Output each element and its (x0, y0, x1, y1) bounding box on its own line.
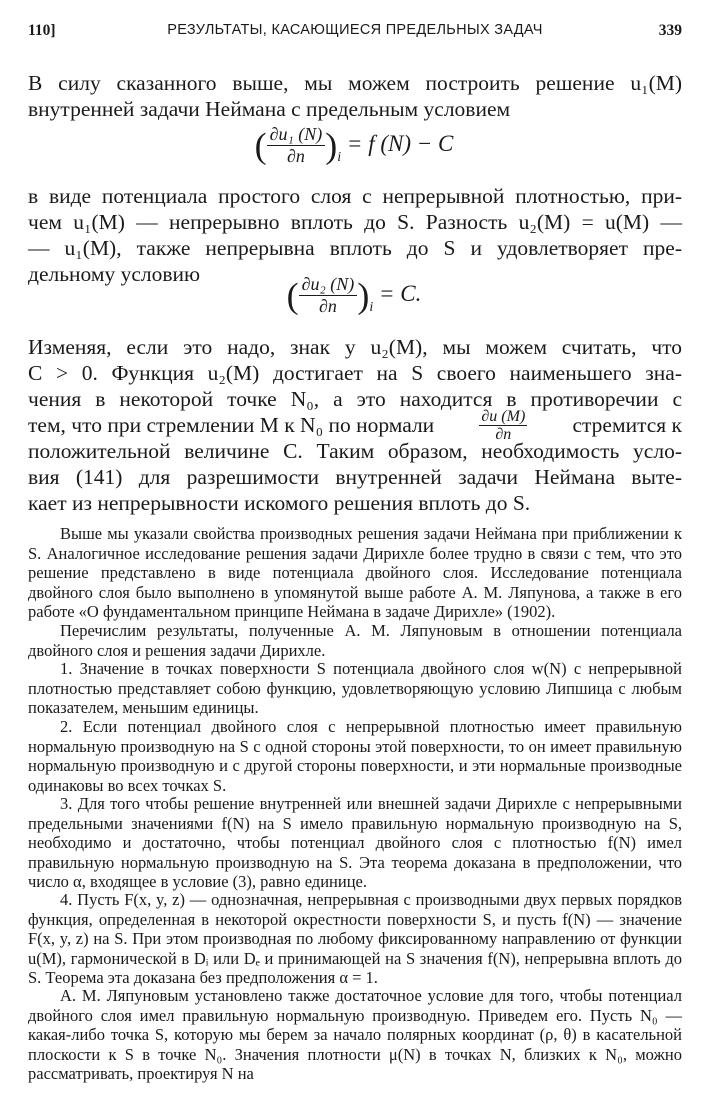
text-line: положительной величине C. Таким образом, необходимость усло- (28, 439, 682, 463)
text-line: в виде потенциала простого слоя с непрерывной плотностью, при- (28, 184, 682, 208)
eq1-numerator: ∂u₁ (N) (267, 124, 326, 146)
text-line: В силу сказанного выше, мы можем построить решение u₁(M) (28, 71, 682, 95)
eq1-subscript: i (337, 149, 342, 165)
eq2-numerator: ∂u₂ (N) (299, 274, 358, 296)
text-line: внутренней задачи Неймана с предельным условием (28, 97, 511, 121)
running-header (28, 22, 682, 46)
text-line: Изменяя, если это надо, знак у u₂(M), мы можем считать, что (28, 335, 682, 359)
eq2-denominator: ∂n (319, 296, 337, 316)
eq2-subscript: i (369, 299, 374, 315)
list-item-3: 3. Для того чтобы решение внутренней или внешней задачи Дирихле с непрерывными предельными значениями f(N) на S имело правильную нормальную производную на S, необходимо и достаточно, чтобы потенциал двойного слоя с плотностью f(N) имел правильную нормальную производную на S. Эта теорема доказана в предположении, что число α, входящее в условие (3), равно единице. (28, 794, 682, 891)
list-item-1: 1. Значение в точках поверхности S потенциала двойного слоя w(N) с непрерывной плотностью представляет собою функцию, удовлетворяющую условию Липшица с любым показателем, меньшим единицы. (28, 659, 682, 717)
text-line: чения в некоторой точке N₀, а это находится в противоречии с (28, 387, 682, 411)
text-line: кает из непрерывности искомого решения вплоть до S. (28, 491, 531, 515)
fraction-numerator: ∂u (M) (481, 407, 526, 425)
page-number: 339 (658, 22, 682, 39)
text-segment: тем, что при стремлении M к N₀ по нормали (28, 413, 435, 437)
fraction-denominator: ∂n (495, 425, 512, 443)
eq2-rhs: = C. (378, 280, 422, 306)
small-paragraph-2: Перечислим результаты, полученные А. М. Ляпуновым в отношении потенциала двойного слоя и решения задачи Дирихле. (28, 621, 682, 660)
text-line: вия (141) для разрешимости внутренней задачи Неймана выте- (28, 465, 682, 489)
equation-1: ( $\frac{\text{∂u₁ (N)}}{\partial n}$ )$_i = f$ (N) − C (254, 124, 454, 166)
text-line: — u₁(M), также непрерывна вплоть до S и удовлетворяет пре- (28, 236, 682, 260)
small-paragraph-1: Выше мы указали свойства производных решения задачи Неймана при приближении к S. Аналогичное исследование решения задачи Дирихле более трудно в связи с тем, что это решение представлено в виде потенциала двойного слоя. Исследование потенциала двойного слоя было выполнено в упомянутой выше работе А. М. Ляпунова, а также в его работе «О фундаментальном принципе Неймана в задаче Дирихле» (1902). (28, 524, 682, 621)
list-item-2: 2. Если потенциал двойного слоя с непрерывной плотностью имеет правильную нормальную производную на S с одной стороны этой поверхности, то он имеет правильную нормальную производную и с другой стороны поверхности, и эти нормальные производные одинаковы во всех точках S. (28, 717, 682, 795)
running-title: РЕЗУЛЬТАТЫ, КАСАЮЩИЕСЯ ПРЕДЕЛЬНЫХ ЗАДАЧ (167, 22, 543, 38)
text-line: C > 0. Функция u₂(M) достигает на S своего наименьшего зна- (28, 361, 682, 385)
equation-2: ( $\frac{\text{∂u₂ (N)}}{\partial n}$ )$_i = C$. (286, 274, 422, 316)
eq1-denominator: ∂n (287, 146, 305, 166)
text-line: дельному условию (28, 262, 201, 286)
list-item-4: 4. Пусть F(x, y, z) — однозначная, непрерывная с производными двух первых порядков функция, определенная в некоторой окрестности поверхности S, и пусть f(N) — значение F(x, y, z) на S. При этом производная по любому фиксированному направлению от функции u(M), гармонической в Dᵢ или Dₑ и принимающей на S значения f(N), непрерывна вплоть до S. Теорема эта доказана без предположения α = 1. (28, 890, 682, 987)
small-paragraph-3: А. М. Ляпуновым установлено также достаточное условие для того, чтобы потенциал двойного слоя имел правильную нормальную производную. Приведем его. Пусть N₀ — какая-либо точка S, которую мы берем за начало полярных координат (ρ, θ) в касательной плоскости к S в точке N₀. Значения плотности μ(N) в точках N, близких к N₀, можно рассматривать, проектируя N на (28, 986, 682, 1083)
text-line: чем u₁(M) — непрерывно вплоть до S. Разность u₂(M) = u(M) — (28, 210, 682, 234)
eq1-rhs: = f (N) − C (346, 130, 454, 156)
section-number: 110] (28, 22, 56, 39)
text-segment: стремится к (572, 413, 682, 437)
